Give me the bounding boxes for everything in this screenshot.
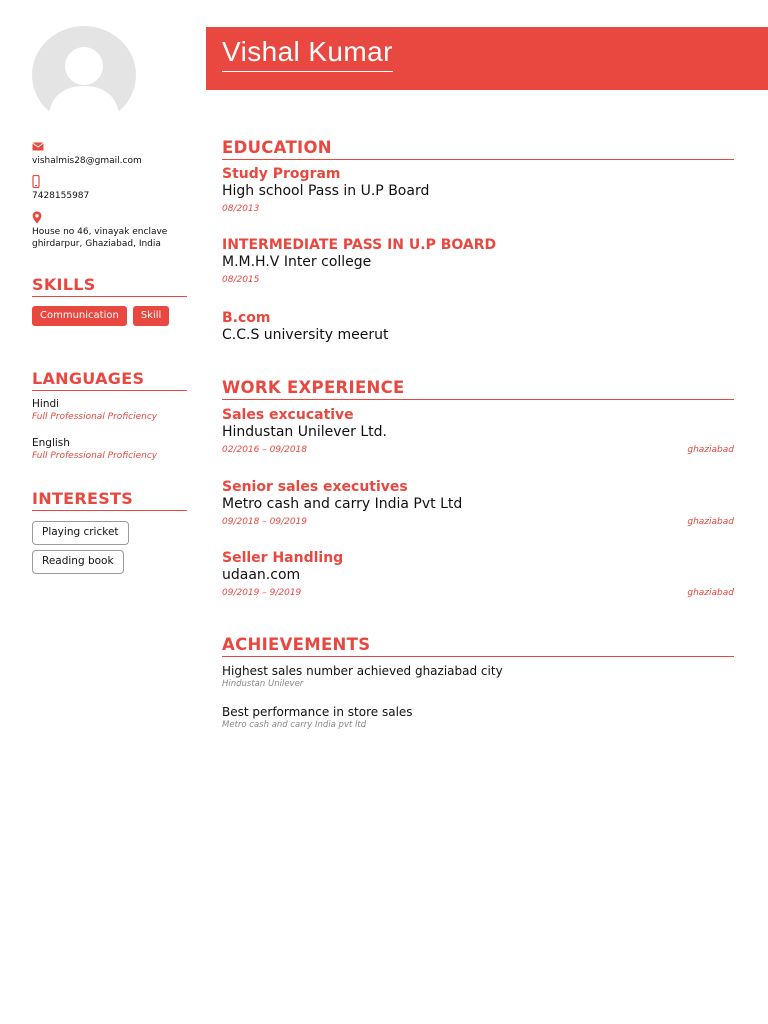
email-text[interactable]: vishalmis28@gmail.com [32,156,142,166]
contact-phone [32,175,192,202]
skills-list [32,306,169,326]
education-school: M.M.H.V Inter college [222,254,372,270]
interest-chip: Reading book [32,550,124,574]
education-date: 08/2015 [222,275,260,285]
phone-icon [32,175,40,188]
education-entry [222,310,734,344]
interests-heading: INTERESTS [32,489,187,511]
language-name: English [32,437,70,449]
achievement-item [222,664,734,689]
work-company: Metro cash and carry India Pvt Ltd [222,496,463,512]
achievement-text: Best performance in store sales [222,705,413,719]
work-location: ghaziabad [687,445,734,455]
work-entry [222,407,734,455]
avatar [32,26,136,124]
education-entry [222,237,734,285]
achievement-org: Hindustan Unilever [222,679,304,689]
achievements-heading: ACHIEVEMENTS [222,634,734,657]
location-icon [32,211,42,224]
language-level: Full Professional Proficiency [32,412,158,422]
languages-heading: LANGUAGES [32,369,187,391]
work-heading: WORK EXPERIENCE [222,377,734,400]
work-company: udaan.com [222,567,301,583]
achievement-text: Highest sales number achieved ghaziabad city [222,664,503,678]
language-level: Full Professional Proficiency [32,451,158,461]
language-item [32,398,157,424]
achievement-org: Metro cash and carry India pvt ltd [222,720,367,730]
work-dates: 09/2018 – 09/2019 [222,517,307,527]
education-date: 08/2013 [222,204,260,214]
work-entry [222,550,734,598]
education-school: C.C.S university meerut [222,327,389,343]
education-title: Study Program [222,166,341,182]
work-entry [222,479,734,527]
mail-icon [32,140,44,153]
skill-chip: Communication [32,306,127,326]
work-title: Sales excucative [222,407,354,423]
work-location: ghaziabad [687,517,734,527]
language-name: Hindi [32,398,60,410]
achievement-item [222,705,734,730]
interest-chip: Playing cricket [32,521,129,545]
avatar-placeholder-icon [32,26,136,124]
candidate-name: Vishal Kumar [222,35,393,72]
education-entry [222,166,734,214]
language-item [32,437,157,463]
skills-heading: SKILLS [32,275,187,297]
education-heading: EDUCATION [222,137,734,160]
education-school: High school Pass in U.P Board [222,183,430,199]
work-title: Senior sales executives [222,479,408,495]
education-title: INTERMEDIATE PASS IN U.P BOARD [222,237,497,253]
work-location: ghaziabad [687,588,734,598]
work-company: Hindustan Unilever Ltd. [222,424,387,440]
contact-email [32,140,192,167]
name-banner [206,27,768,90]
work-title: Seller Handling [222,550,344,566]
education-title: B.com [222,310,271,326]
work-dates: 09/2019 – 9/2019 [222,588,302,598]
work-dates: 02/2016 – 09/2018 [222,445,307,455]
skill-chip: Skill [133,306,169,326]
address-line1: House no 46, vinayak enclave [32,227,168,237]
contact-address [32,211,192,250]
address-line2: ghirdarpur, Ghaziabad, India [32,239,161,249]
phone-text[interactable]: 7428155987 [32,191,90,201]
